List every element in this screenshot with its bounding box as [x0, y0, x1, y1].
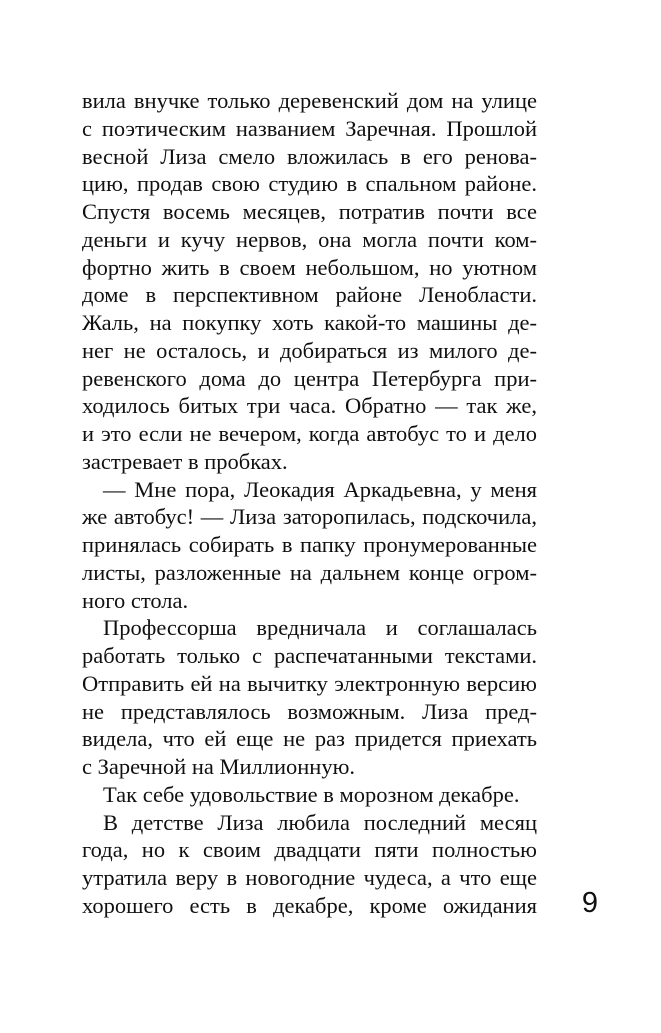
text-line: с Заречной на Миллионную.: [82, 754, 356, 779]
text-line: ревенского дома до центра Петербурга при-: [82, 365, 537, 391]
text-line: деньги и кучу нервов, она могла почти ком-: [82, 226, 537, 252]
text-line: ходилось битых три часа. Обратно — так же,: [82, 393, 537, 419]
text-line: видела, что ей еще не раз придется приехать: [82, 726, 537, 752]
text-line: — Мне пора, Леокадия Аркадьевна, у меня: [103, 476, 537, 502]
text-line: же автобус! — Лиза заторопилась, подскочила,: [82, 504, 537, 530]
text-line: вила внучке только деревенский дом на улице: [82, 88, 537, 113]
text-line: Жаль, на покупку хоть какой-то машины де-: [82, 310, 537, 335]
text-line: В детстве Лиза любила последний месяц: [103, 809, 537, 835]
text-line: нег не осталось, и добираться из милого де-: [82, 337, 537, 363]
text-line: застревает в пробках.: [82, 448, 288, 474]
page-number: 9: [581, 887, 599, 919]
text-line: утратила веру в новогодние чудеса, а что еще: [82, 865, 537, 890]
text-line: листы, разложенные на дальнем конце огром-: [82, 559, 537, 585]
text-block: [82, 87, 537, 920]
text-line: хорошего есть в декабре, кроме ожидания: [82, 892, 537, 918]
text-line: доме в перспективном районе Ленобласти.: [82, 282, 537, 308]
text-line: не представлялось возможным. Лиза пред-: [82, 698, 537, 724]
text-line: Отправить ей на вычитку электронную версию: [82, 670, 537, 696]
text-line: года, но к своим двадцати пяти полностью: [82, 837, 537, 863]
text-line: фортно жить в своем небольшом, но уютном: [82, 254, 537, 280]
text-line: работать только с распечатанными текстами.: [82, 643, 537, 668]
text-line: весной Лиза смело вложилась в его ренова-: [82, 143, 537, 169]
text-line: и это если не вечером, когда автобус то и дело: [82, 421, 537, 446]
text-line: Спустя восемь месяцев, потратив почти все: [82, 199, 537, 224]
text-line: Профессорша вредничала и соглашалась: [103, 615, 537, 641]
text-line: принялась собирать в папку пронумерованные: [82, 532, 537, 557]
text-line: цию, продав свою студию в спальном районе.: [82, 171, 537, 197]
text-line: ного стола.: [82, 587, 189, 613]
text-line: с поэтическим названием Заречная. Прошлой: [82, 115, 537, 141]
text-line: Так себе удовольствие в морозном декабре.: [103, 781, 520, 807]
